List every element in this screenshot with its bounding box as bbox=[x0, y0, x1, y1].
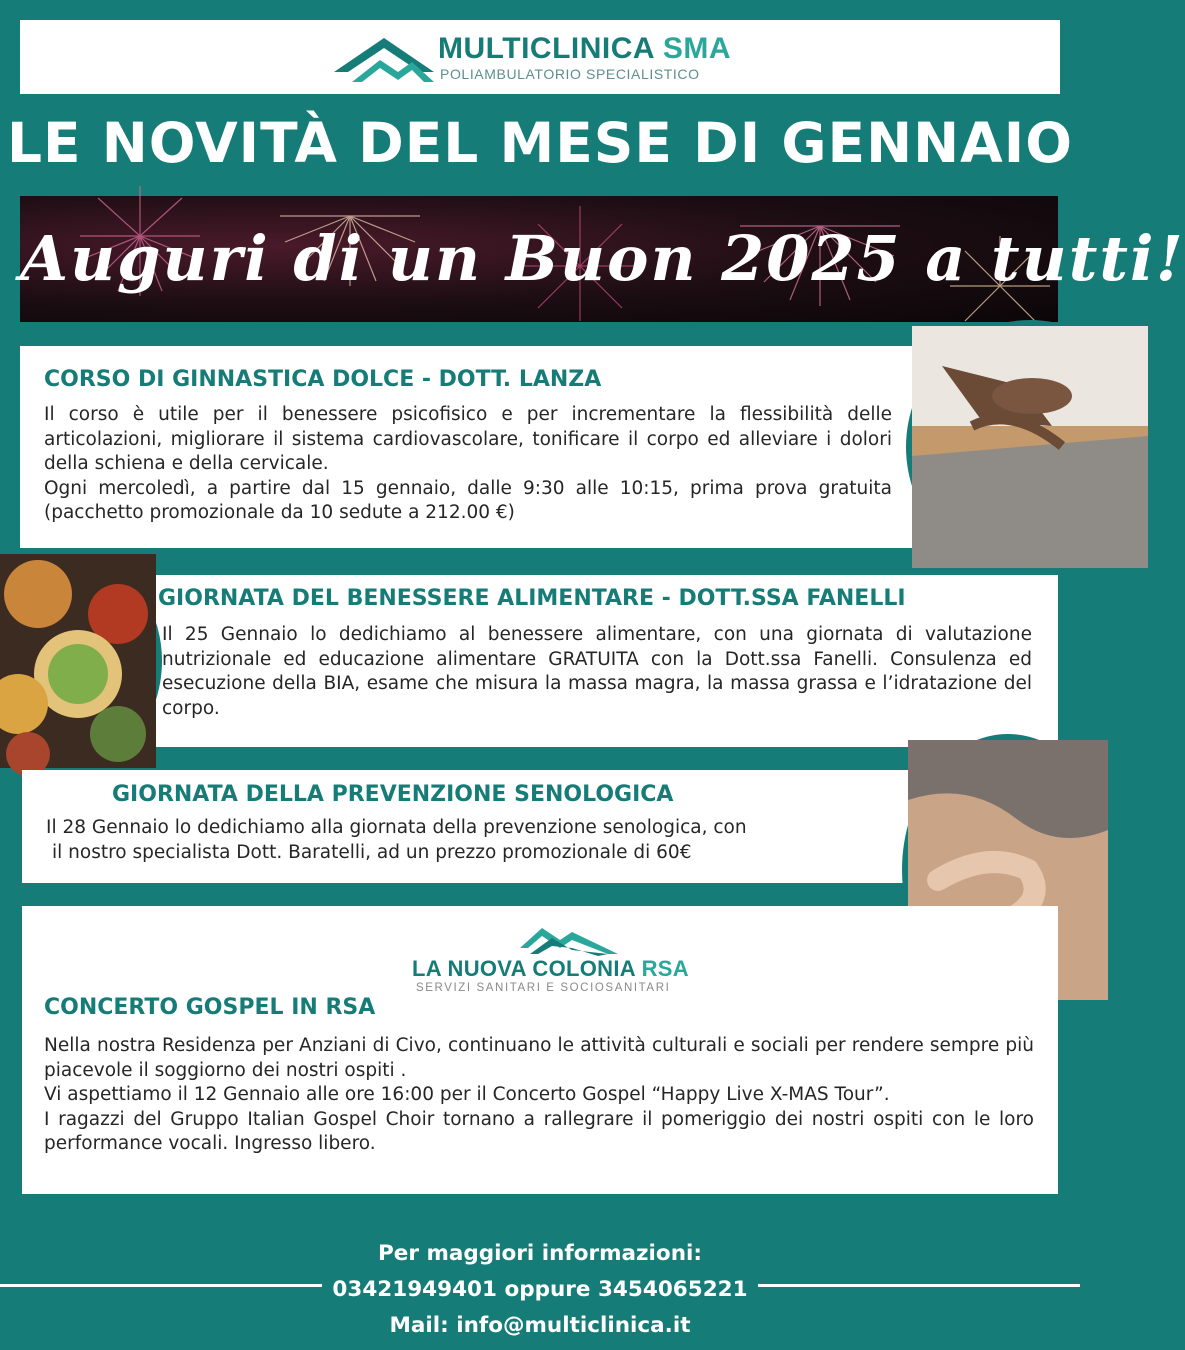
section-title-gospel-concert: CONCERTO GOSPEL IN RSA bbox=[44, 995, 376, 1020]
paragraph: Ogni mercoledì, a partire dal 15 gennaio, dalle 9:30 alle 10:15, prima prova gratuita (pacchetto promozionale da 10 sedute a 212.00 €) bbox=[44, 477, 892, 523]
paragraph: Vi aspettiamo il 12 Gennaio alle ore 16:00 per il Concerto Gospel “Happy Live X-MAS Tour”. bbox=[44, 1084, 890, 1105]
section-body-gymnastics bbox=[44, 403, 892, 526]
footer-heading: Per maggiori informazioni: bbox=[378, 1241, 702, 1266]
section-title-gymnastics: CORSO DI GINNASTICA DOLCE - DOTT. LANZA bbox=[44, 367, 602, 392]
banner-greeting: Auguri di un Buon 2025 a tutti! bbox=[20, 222, 1185, 295]
footer-phones[interactable]: 03421949401 oppure 3454065221 bbox=[332, 1277, 748, 1302]
section-body-nutrition bbox=[162, 623, 1032, 721]
yoga-photo bbox=[906, 320, 1154, 574]
section-title-breast-prevention: GIORNATA DELLA PREVENZIONE SENOLOGICA bbox=[112, 782, 674, 807]
section-title-nutrition: GIORNATA DEL BENESSERE ALIMENTARE - DOTT.SSA FANELLI bbox=[158, 586, 906, 611]
rsa-brand-name: LA NUOVA COLONIA RSA bbox=[412, 956, 689, 981]
section-body-breast-prevention bbox=[46, 816, 866, 865]
food-photo bbox=[0, 548, 162, 774]
page-title: LE NOVITÀ DEL MESE DI GENNAIO bbox=[7, 111, 1073, 175]
rsa-brand-subtitle: SERVIZI SANITARI E SOCIOSANITARI bbox=[416, 982, 671, 994]
mountain-logo-icon bbox=[332, 32, 436, 84]
brand-name: MULTICLINICA SMA bbox=[438, 32, 731, 65]
section-body-gospel-concert bbox=[44, 1034, 1034, 1157]
header-logo-box bbox=[20, 20, 1060, 94]
paragraph: I ragazzi del Gruppo Italian Gospel Choir tornano a rallegrare il pomeriggio dei nostri ospiti con le loro performance vocali. Ingresso libero. bbox=[44, 1108, 1034, 1154]
paragraph: Nella nostra Residenza per Anziani di Civo, continuano le attività culturali e sociali per rendere sempre più piacevole il soggiorno dei nostri ospiti . bbox=[44, 1035, 1034, 1081]
paragraph: Il 25 Gennaio lo dedichiamo al benessere alimentare, con una giornata di valutazione nutrizionale ed educazione alimentare GRATUITA con la Dott.ssa Fanelli. Consulenza ed esecuzione della BIA, esame che misura la massa magra, la massa grassa e l’idratazione del corpo. bbox=[162, 624, 1032, 719]
footer-contacts bbox=[0, 1236, 1080, 1344]
text-line: il nostro specialista Dott. Baratelli, ad un prezzo promozionale di 60€ bbox=[52, 841, 692, 863]
brand-subtitle: POLIAMBULATORIO SPECIALISTICO bbox=[440, 66, 700, 82]
new-year-banner bbox=[20, 196, 1185, 322]
footer-mail[interactable]: Mail: info@multiclinica.it bbox=[389, 1313, 691, 1338]
text-line: Il 28 Gennaio lo dedichiamo alla giornata della prevenzione senologica, con bbox=[46, 817, 747, 838]
paragraph: Il corso è utile per il benessere psicofisico e per incrementare la flessibilità delle articolazioni, migliorare il sistema cardiovascolare, tonificare il corpo ed alleviare i dolori della schiena e della cervicale. bbox=[44, 404, 892, 474]
